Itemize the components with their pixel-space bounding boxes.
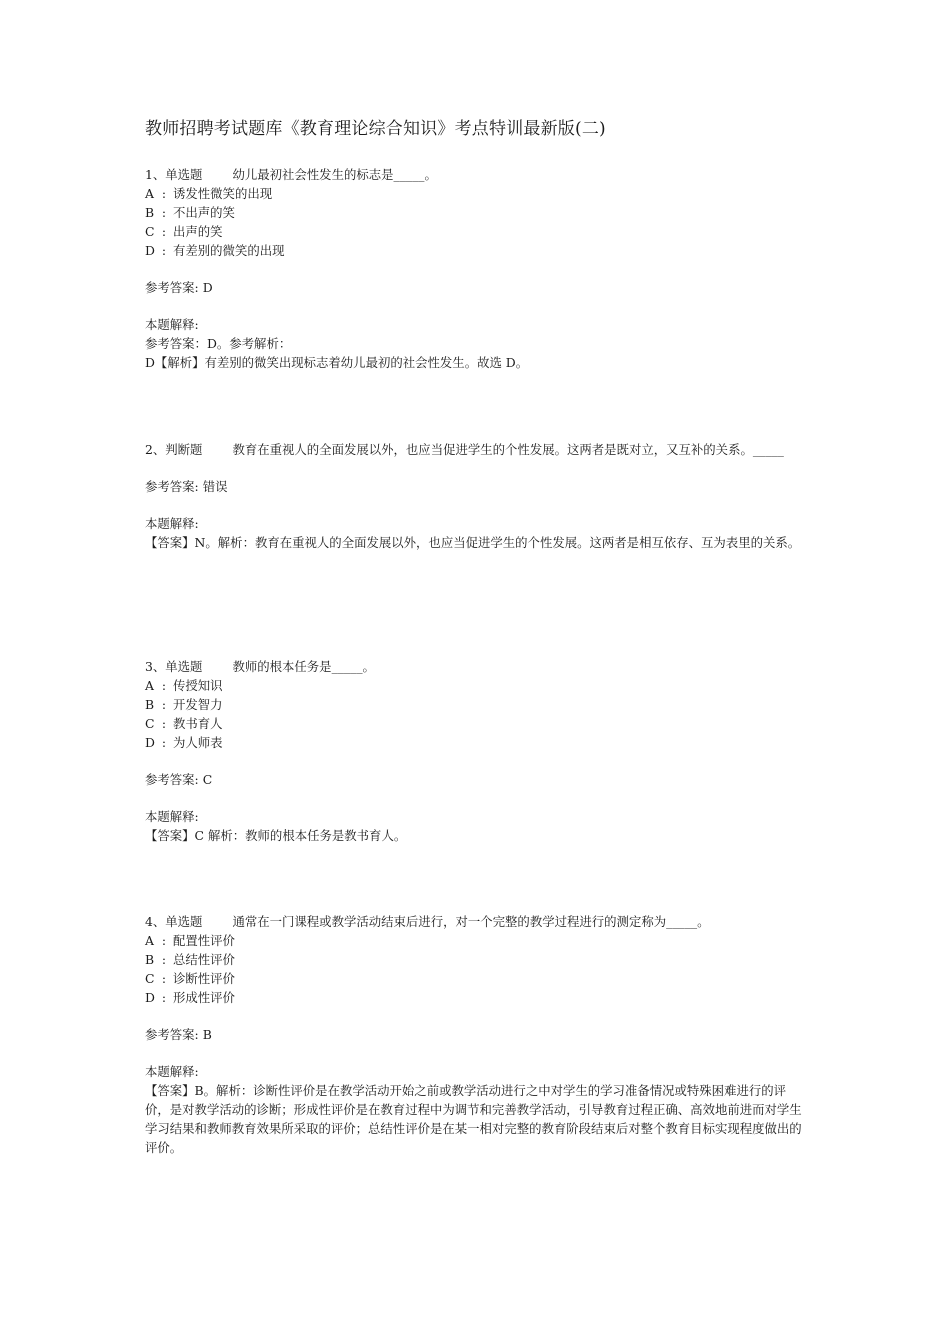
question-type: 单选题 (165, 659, 203, 674)
question-4 (145, 912, 810, 1157)
option-b: B : 不出声的笑 (145, 205, 235, 220)
explanation-label: 本题解释: (145, 809, 199, 824)
question-text: 通常在一门课程或教学活动结束后进行，对一个完整的教学过程进行的测定称为_____。 (232, 914, 710, 929)
option-d: D : 形成性评价 (145, 990, 235, 1005)
option-b: B : 总结性评价 (145, 952, 235, 967)
option-c: C : 出声的笑 (145, 224, 223, 239)
question-stem (145, 657, 810, 676)
option-c: C : 诊断性评价 (145, 971, 235, 986)
question-2 (145, 440, 810, 552)
explanation-text: 【答案】C 解析：教师的根本任务是教书育人。 (145, 828, 407, 843)
option-d: D : 为人师表 (145, 735, 223, 750)
option-a: A : 配置性评价 (145, 933, 235, 948)
question-type: 单选题 (165, 167, 203, 182)
question-type: 判断题 (165, 442, 203, 457)
question-text: 教师的根本任务是_____。 (232, 659, 375, 674)
explanation-text: D【解析】有差别的微笑出现标志着幼儿最初的社会性发生。故选 D。 (145, 355, 529, 370)
question-stem (145, 912, 810, 931)
explanation-label: 本题解释: (145, 317, 199, 332)
question-3 (145, 657, 810, 845)
question-number: 1、 (145, 167, 166, 182)
option-d: D : 有差别的微笑的出现 (145, 243, 285, 258)
option-a: A : 传授知识 (145, 678, 223, 693)
reference-answer: 参考答案: C (145, 772, 213, 787)
explanation-text: 【答案】N。解析：教育在重视人的全面发展以外，也应当促进学生的个性发展。这两者是相互依存、互为表里的关系。 (145, 535, 801, 550)
question-text: 幼儿最初社会性发生的标志是_____。 (232, 167, 437, 182)
question-number: 3、 (145, 659, 166, 674)
reference-answer: 参考答案: D (145, 280, 213, 295)
question-stem (145, 440, 810, 459)
question-number: 2、 (145, 442, 166, 457)
reference-answer: 参考答案: B (145, 1027, 212, 1042)
explanation-text: 参考答案：D。参考解析： (145, 336, 292, 351)
option-c: C : 教书育人 (145, 716, 223, 731)
explanation-text: 【答案】B。解析：诊断性评价是在教学活动开始之前或教学活动进行之中对学生的学习准备情况或特殊困难进行的评价，是对教学活动的诊断；形成性评价是在教育过程中为调节和完善教学活动，引导教育过程正确、高效地前进而对学生学习结果和教师教育效果所采取的评价；总结性评价是在某一相对完整的教育阶段结束后对整个教育目标实现程度做出的评价。 (145, 1083, 802, 1155)
question-stem (145, 165, 810, 184)
option-a: A : 诱发性微笑的出现 (145, 186, 273, 201)
document-title: 教师招聘考试题库《教育理论综合知识》考点特训最新版(二) (145, 119, 606, 139)
question-type: 单选题 (165, 914, 203, 929)
question-number: 4、 (145, 914, 166, 929)
option-b: B : 开发智力 (145, 697, 223, 712)
question-text: 教育在重视人的全面发展以外，也应当促进学生的个性发展。这两者是既对立，又互补的关系。_____ (232, 442, 784, 457)
question-1 (145, 165, 810, 372)
reference-answer: 参考答案: 错误 (145, 479, 228, 494)
explanation-label: 本题解释: (145, 516, 199, 531)
explanation-label: 本题解释: (145, 1064, 199, 1079)
